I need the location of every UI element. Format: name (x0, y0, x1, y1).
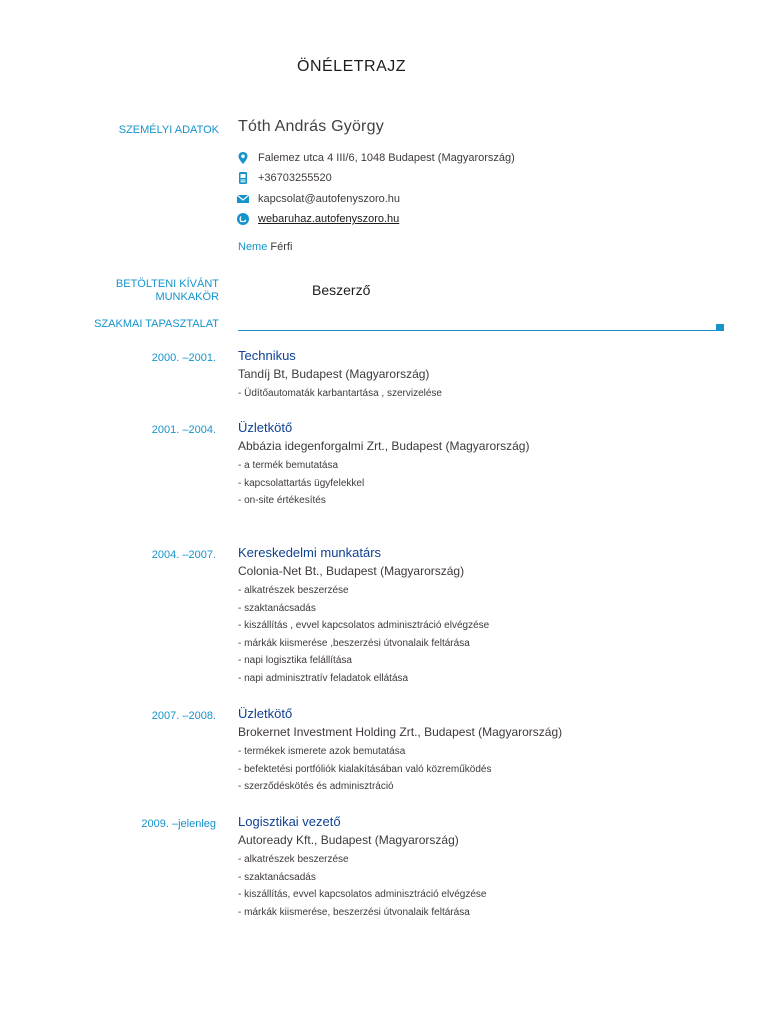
job-employer: Tandíj Bt, Budapest (Magyarország) (238, 367, 430, 381)
section-label-experience: SZAKMAI TAPASZTALAT (94, 318, 219, 330)
job-activity: - kiszállítás , evvel kapcsolatos adminisztráció elvégzése (238, 620, 490, 632)
job-position: Üzletkötő (238, 706, 293, 721)
gender-label: Neme (238, 241, 268, 253)
job-activity: - szaktanácsadás (238, 871, 316, 883)
job-position: Üzletkötő (238, 420, 293, 435)
job-activity: - on-site értékesítés (238, 495, 326, 507)
section-divider (238, 330, 717, 331)
job-date: 2004. –2007. (151, 549, 216, 561)
job-activity: - Üdítőautomaták karbantartása , szervizelése (238, 388, 442, 399)
contact-email (236, 190, 400, 208)
job-activity: - alkatrészek beszerzése (238, 585, 349, 596)
job-activity: - befektetési portfóliók kialakításában való közreműködés (238, 763, 492, 775)
job-activity: - márkák kiismerése, beszerzési útvonalaik feltárása (238, 906, 470, 918)
job-position: Technikus (238, 348, 296, 363)
email-text: kapcsolat@autofenyszoro.hu (258, 193, 401, 205)
gender-value: Férfi (270, 241, 293, 253)
job-activity: - napi adminisztratív feladatok ellátása (238, 672, 409, 684)
section-label-desired-line1: BETÖLTENI KÍVÁNT (115, 278, 219, 290)
web-icon (236, 212, 250, 226)
job-activities (238, 386, 442, 404)
job-activity: - szerződéskötés és adminisztráció (238, 781, 394, 793)
email-icon (236, 192, 250, 206)
contact-website (236, 210, 399, 228)
gender-row (238, 241, 292, 253)
section-label-personal: SZEMÉLYI ADATOK (118, 124, 219, 136)
job-activity: - kiszállítás, evvel kapcsolatos adminisztráció elvégzése (238, 889, 487, 901)
job-date: 2007. –2008. (151, 710, 216, 722)
job-activity: - termékek ismerete azok bemutatása (238, 746, 406, 757)
location-icon (236, 151, 250, 165)
job-activity: - napi logisztika felállítása (238, 655, 352, 667)
job-activities (238, 583, 489, 689)
job-employer: Brokernet Investment Holding Zrt., Budapest (Magyarország) (238, 725, 563, 739)
address-text: Falemez utca 4 III/6, 1048 Budapest (Magyarország) (258, 152, 515, 164)
section-label-desired-position (60, 278, 219, 304)
person-name: Tóth András György (238, 118, 384, 135)
job-employer: Autoready Kft., Budapest (Magyarország) (238, 833, 459, 847)
job-activity: - szaktanácsadás (238, 602, 316, 614)
job-date: 2001. –2004. (151, 424, 216, 436)
section-divider-end-marker (716, 324, 724, 331)
phone-text: +36703255520 (258, 172, 332, 184)
phone-icon (236, 171, 250, 185)
job-activity: - kapcsolattartás ügyfelekkel (238, 477, 365, 489)
job-activity: - alkatrészek beszerzése (238, 854, 349, 865)
job-position: Logisztikai vezető (238, 814, 341, 829)
job-date: 2000. –2001. (151, 352, 216, 364)
job-employer: Abbázia idegenforgalmi Zrt., Budapest (Magyarország) (238, 439, 530, 453)
job-date: 2009. –jelenleg (141, 818, 216, 830)
job-activity: - márkák kiismerése ,beszerzési útvonalaik feltárása (238, 637, 470, 649)
section-label-desired-line2: MUNKAKÖR (155, 291, 219, 303)
job-activities (238, 458, 364, 511)
desired-position-value: Beszerző (312, 282, 371, 298)
contact-address (236, 149, 515, 167)
job-position: Kereskedelmi munkatárs (238, 545, 382, 560)
job-activities (238, 744, 491, 797)
job-employer: Colonia-Net Bt., Budapest (Magyarország) (238, 564, 465, 578)
job-activity: - a termék bemutatása (238, 460, 339, 471)
job-activities (238, 852, 486, 922)
website-link[interactable]: webaruhaz.autofenyszoro.hu (258, 213, 400, 225)
contact-phone (236, 169, 332, 187)
document-title: ÖNÉLETRAJZ (297, 58, 407, 75)
